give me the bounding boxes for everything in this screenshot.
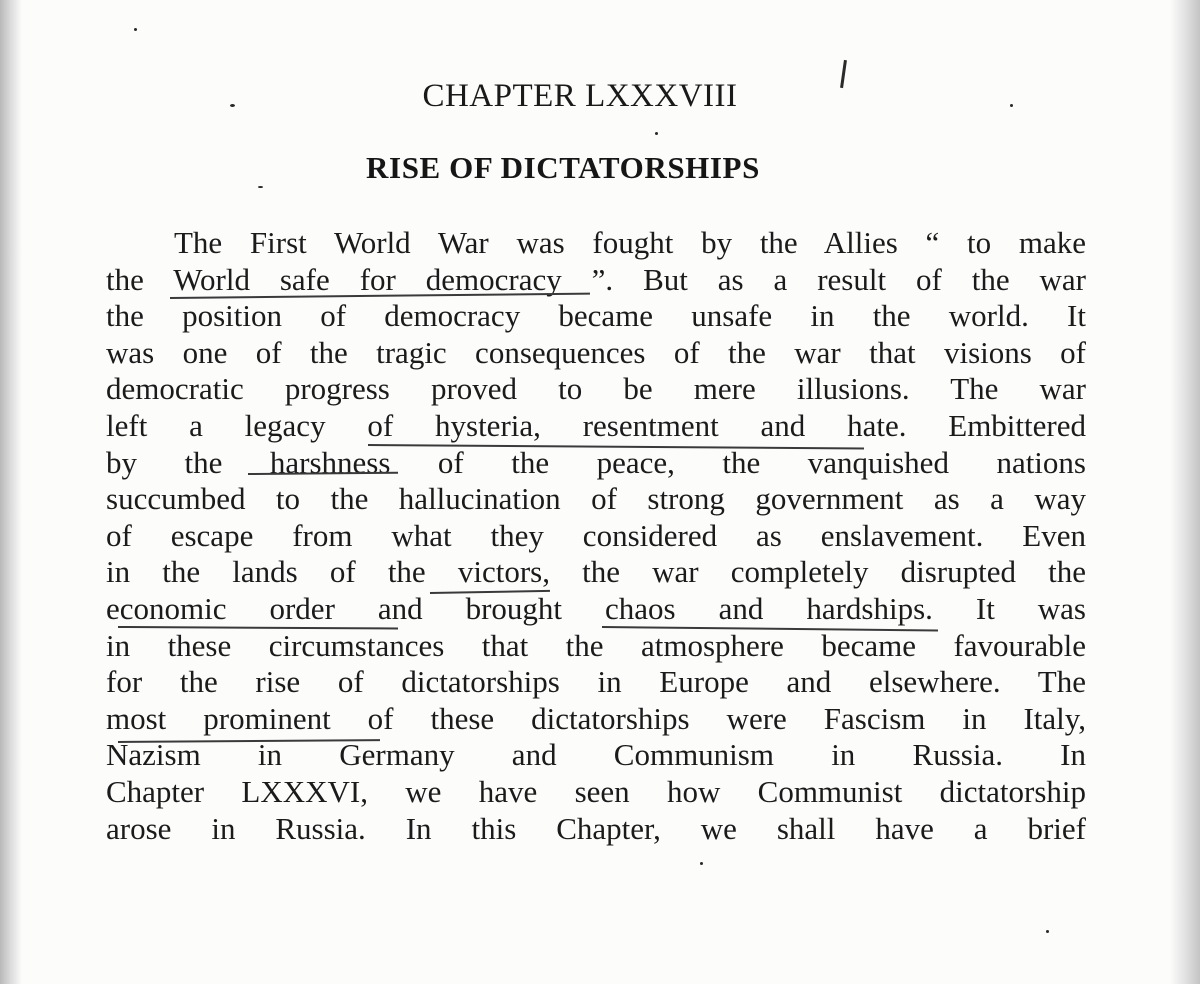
text-line: the World safe for democracy ”. But as a result of the war: [106, 261, 1086, 297]
scan-speck: [655, 132, 658, 135]
text-line: of escape from what they considered as enslavement. Even: [106, 517, 1086, 553]
chapter-title: RISE OF DICTATORSHIPS: [366, 150, 760, 185]
text-line: most prominent of these dictatorships were Fascism in Italy,: [106, 700, 1086, 736]
text-line: was one of the tragic consequences of the war that visions of: [106, 334, 1086, 370]
text-line: The First World War was fought by the Allies “ to make: [174, 225, 1086, 260]
scan-speck: [700, 862, 703, 865]
text-line: by the harshness of the peace, the vanquished nations: [106, 444, 1086, 480]
page-right-shadow: [1170, 0, 1200, 984]
scan-speck: [1010, 104, 1013, 107]
scan-speck: [134, 28, 137, 31]
text-line: Chapter LXXXVI, we have seen how Communist dictatorship: [106, 773, 1086, 809]
scan-speck: [1046, 930, 1049, 933]
scan-speck: [230, 104, 235, 107]
text-line: economic order and brought chaos and hardships. It was: [106, 590, 1086, 626]
text-line: democratic progress proved to be mere illusions. The war: [106, 371, 1086, 407]
text-line: succumbed to the hallucination of strong government as a way: [106, 481, 1086, 517]
text-line: for the rise of dictatorships in Europe and elsewhere. The: [106, 664, 1086, 700]
chapter-heading: CHAPTER LXXXVIII: [422, 78, 738, 114]
body-paragraph: [106, 225, 1086, 847]
scan-speck: [258, 186, 263, 188]
page-left-shadow: [0, 0, 22, 984]
text-line: in these circumstances that the atmosphere became favourable: [106, 627, 1086, 663]
text-line: the position of democracy became unsafe in the world. It: [106, 298, 1086, 334]
text-line: Nazism in Germany and Communism in Russia. In: [106, 737, 1086, 773]
text-line: arose in Russia. In this Chapter, we shall have a brief: [106, 810, 1086, 846]
text-line: left a legacy of hysteria, resentment and hate. Embittered: [106, 407, 1086, 443]
text-line: in the lands of the victors, the war completely disrupted the: [106, 554, 1086, 590]
